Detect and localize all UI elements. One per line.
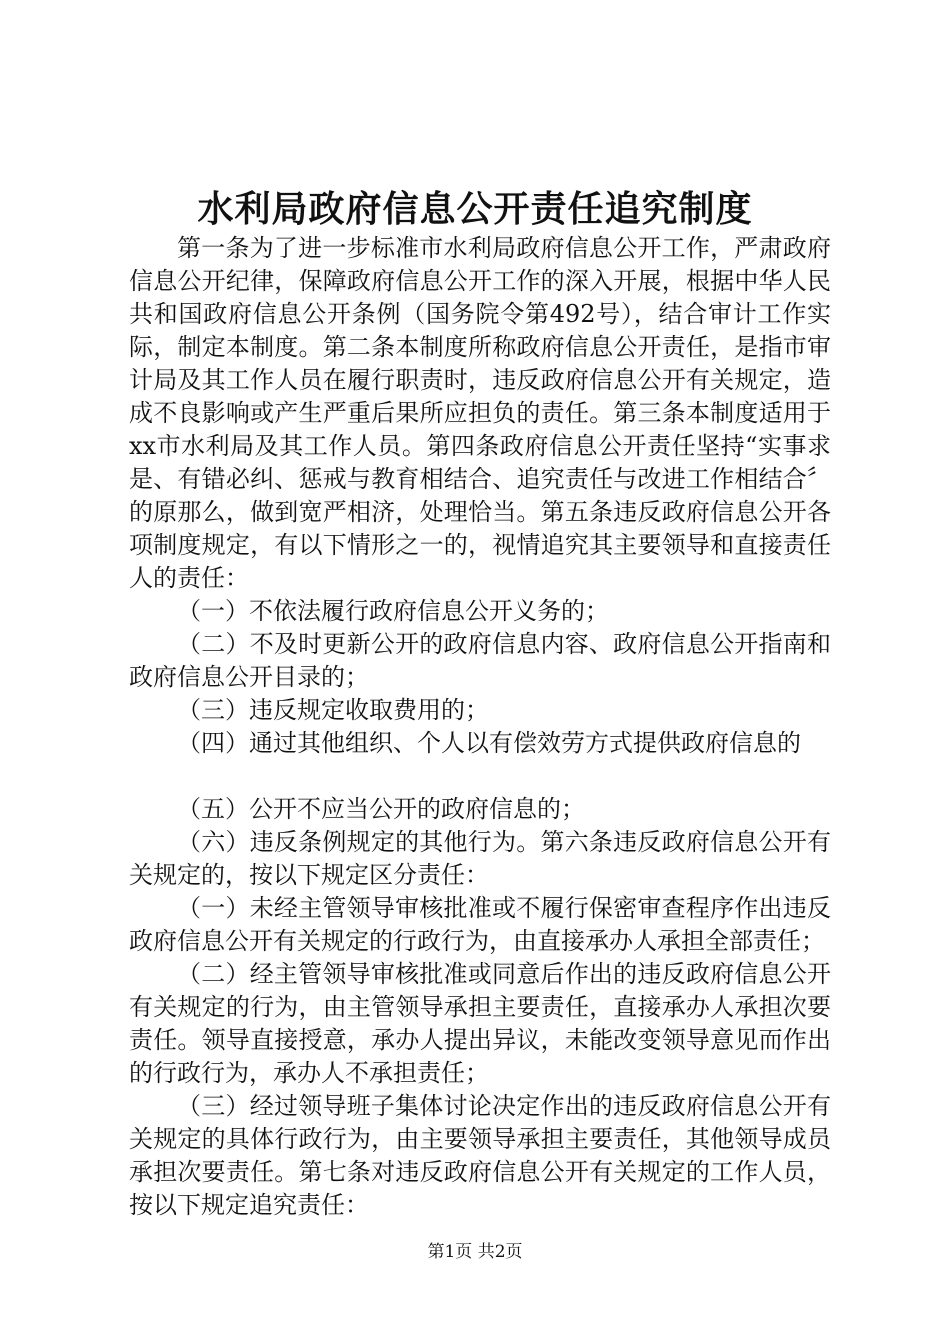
paragraph-item-1: （一）不依法履行政府信息公开义务的； xyxy=(177,597,609,625)
document-title: 水利局政府信息公开责任追究制度 xyxy=(197,188,753,230)
paragraph-item-2: （二）不及时更新公开的政府信息内容、政府信息公开指南和政府信息公开目录的； xyxy=(129,630,831,691)
paragraph-item-3: （三）违反规定收取费用的； xyxy=(177,696,489,724)
paragraph-responsibility-1: （一）未经主管领导审核批准或不履行保密审查程序作出违反政府信息公开有关规定的行政行为，由直接承办人承担全部责任； xyxy=(129,894,831,955)
paragraph-article-1-5: 第一条为了进一步标准市水利局政府信息公开工作，严肃政府信息公开纪律，保障政府信息公开工作的深入开展，根据中华人民共和国政府信息公开条例（国务院令第492号），结合审计工作实际，制定本制度。第二条本制度所称政府信息公开责任，是指市审计局及其工作人员在履行职责时，违反政府信息公开有关规定，造成不良影响或产生严重后果所应担负的责任。第三条本制度适用于xx市水利局及其工作人员。第四条政府信息公开责任坚持“实事求是、有错必纠、惩戒与教育相结合、追究责任与改进工作相结合〞的原那么，做到宽严相济，处理恰当。第五条违反政府信息公开各项制度规定，有以下情形之一的，视情追究其主要领导和直接责任人的责任： xyxy=(129,234,831,592)
paragraph-item-5: （五）公开不应当公开的政府信息的； xyxy=(177,795,585,823)
document-body xyxy=(129,232,831,1222)
paragraph-item-6: （六）违反条例规定的其他行为。第六条违反政府信息公开有关规定的，按以下规定区分责任： xyxy=(129,828,831,889)
page-footer: 第1页 共2页 xyxy=(427,1242,523,1262)
paragraph-responsibility-3: （三）经过领导班子集体讨论决定作出的违反政府信息公开有关规定的具体行政行为，由主要领导承担主要责任，其他领导成员承担次要责任。第七条对违反政府信息公开有关规定的工作人员，按以下规定追究责任： xyxy=(129,1092,831,1219)
paragraph-responsibility-2: （二）经主管领导审核批准或同意后作出的违反政府信息公开有关规定的行为，由主管领导承担主要责任，直接承办人承担次要责任。领导直接授意，承办人提出异议，未能改变领导意见而作出的行政行为，承办人不承担责任； xyxy=(129,960,831,1087)
paragraph-item-4: （四）通过其他组织、个人以有偿效劳方式提供政府信息的 xyxy=(177,729,801,757)
